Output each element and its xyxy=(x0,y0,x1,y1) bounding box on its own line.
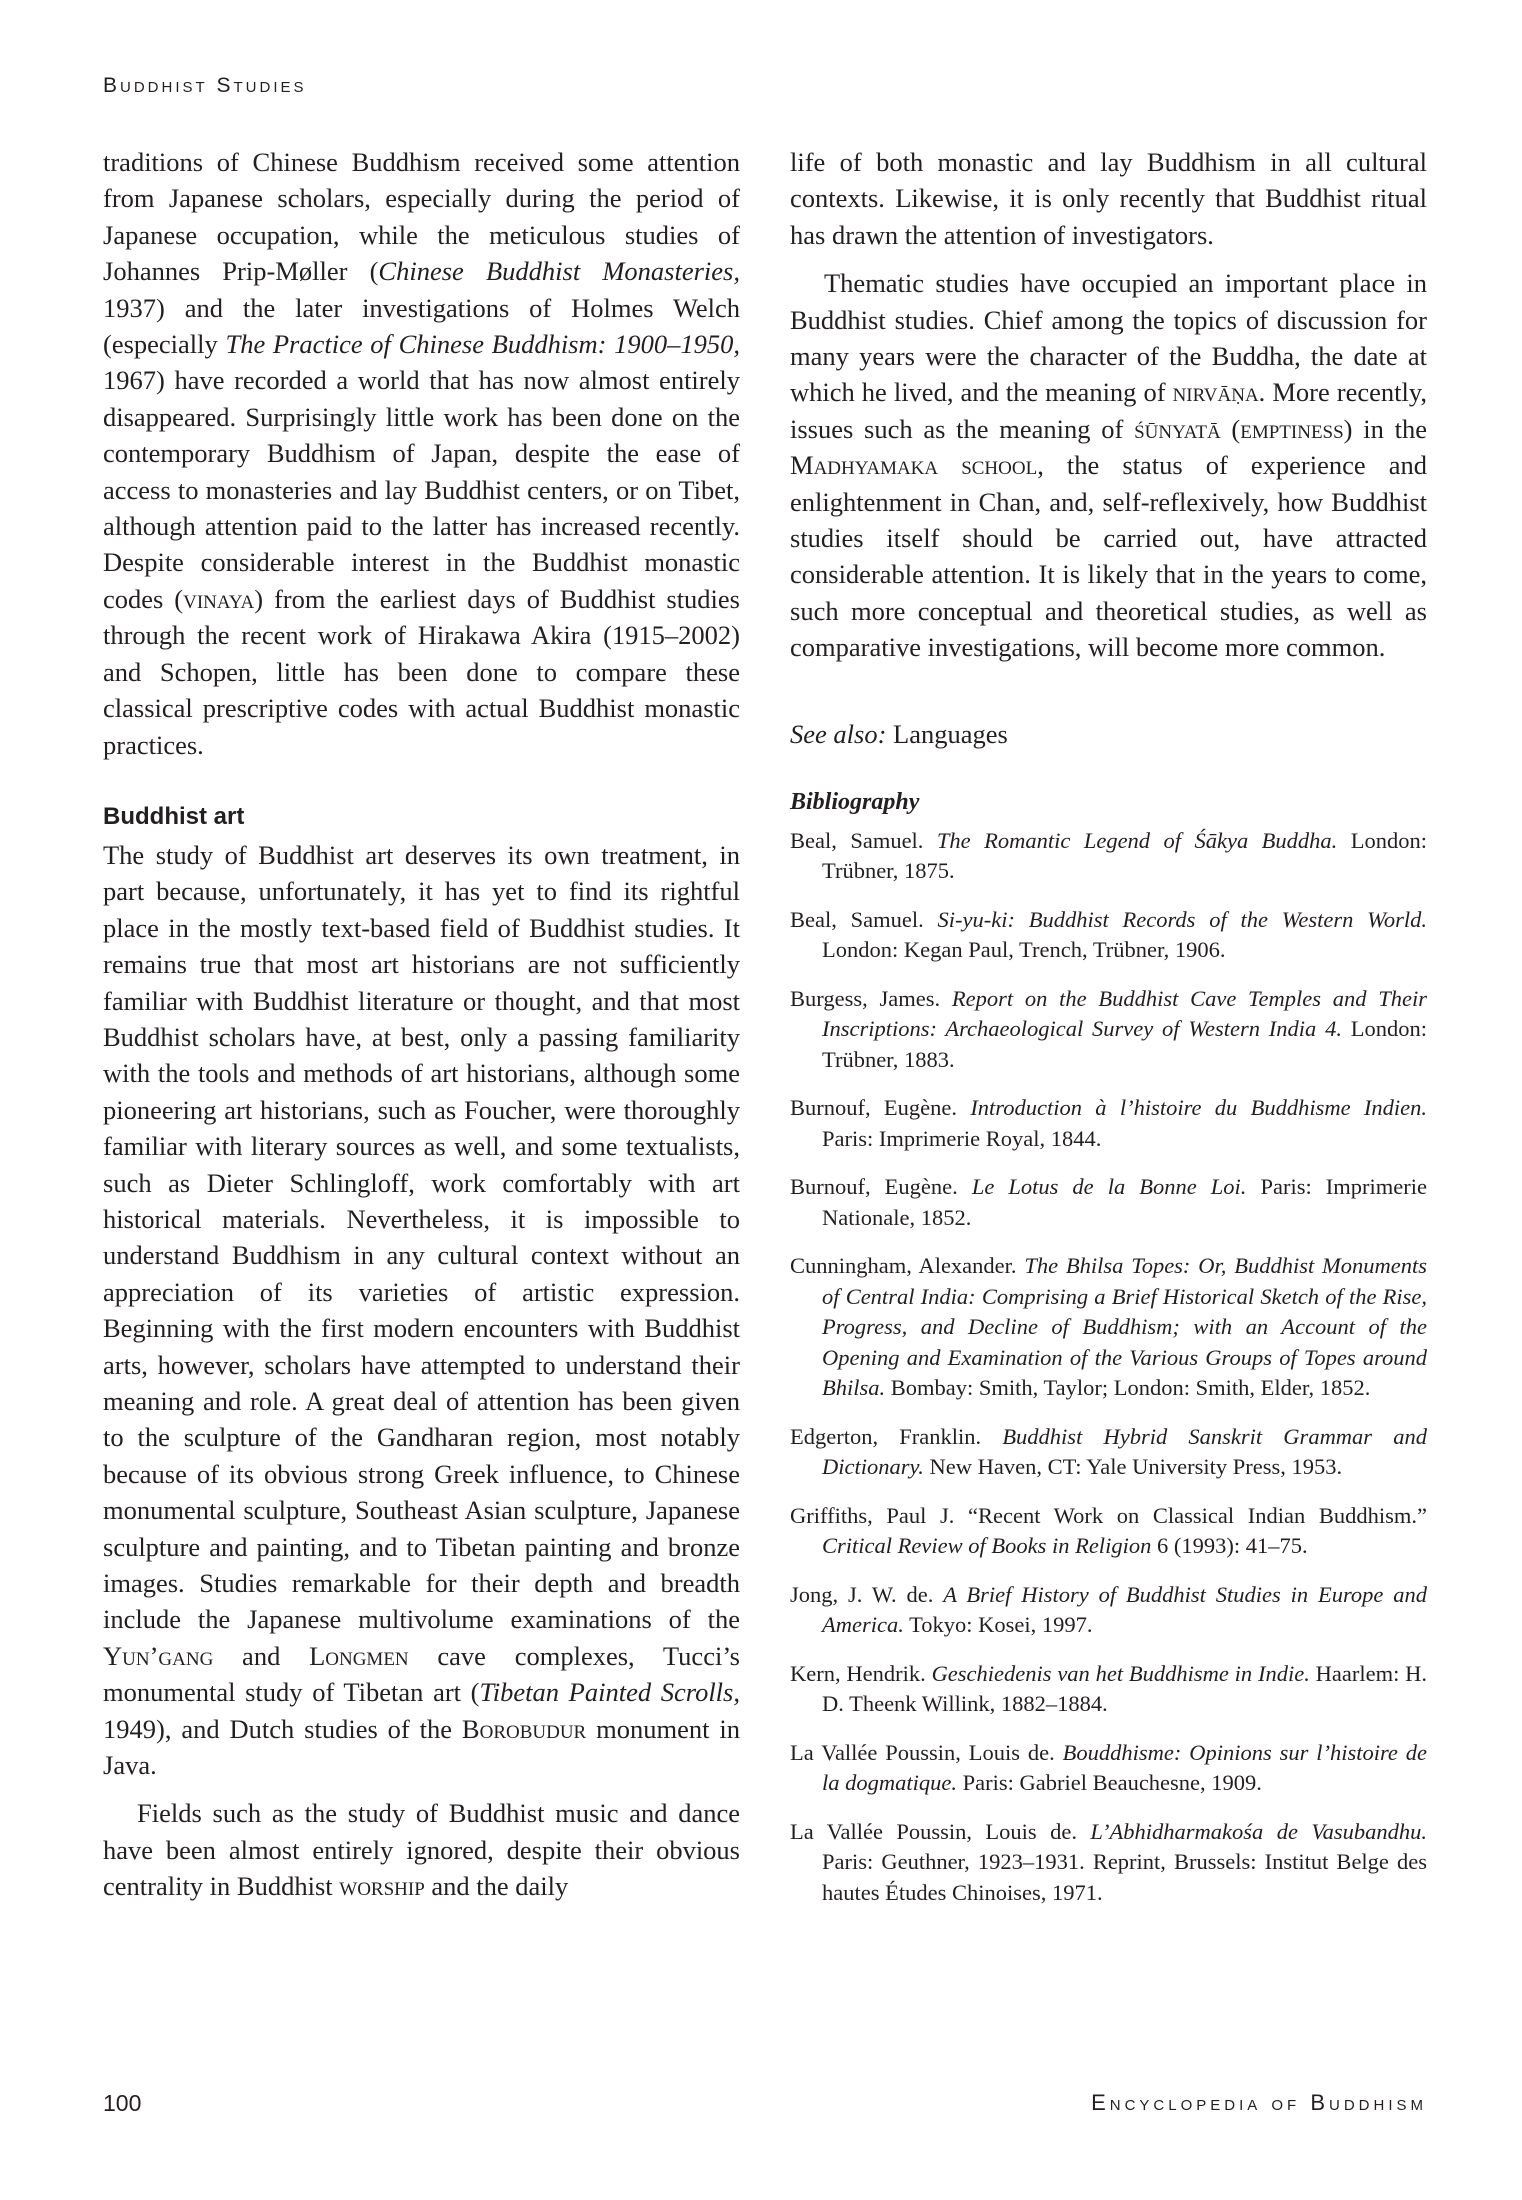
italic-text: Chinese Buddhist Monasteries, xyxy=(378,256,740,287)
bibliography-entry xyxy=(790,1172,1427,1233)
italic-text: Buddhist Hybrid Sanskrit Grammar and Dictionary. xyxy=(822,1423,1427,1480)
text-run: Bombay: Smith, Taylor; London: Smith, Elder, 1852. xyxy=(885,1375,1371,1401)
text-run: Fields such as the study of Buddhist music and dance have been almost entirely ignored, despite their obvious centrality in Buddhist xyxy=(103,1798,740,1902)
text-run: . More recently, issues such as the meaning of xyxy=(790,377,1427,444)
cross-reference: Madhyamaka school xyxy=(790,450,1038,481)
text-run: Beal, Samuel. xyxy=(790,906,938,932)
text-run: The study of Buddhist art deserves its own treatment, in part because, unfortunately, it has yet to find its rightful place in the mostly text-based field of Buddhist studies. It remains true that most art historians are not sufficiently familiar with Buddhist literature or thought, and that most Buddhist scholars have, at best, only a passing familiarity with the tools and methods of art historians, although some pioneering art historians, such as Foucher, were thoroughly familiar with literary sources as well, and some textualists, such as Dieter Schlingloff, work comfortably with art historical materials. Nevertheless, it is impossible to understand Buddhism in any cultural context without an appreciation of its varieties of artistic expression. Beginning with the first modern encounters with Buddhist arts, however, scholars have attempted to understand their meaning and role. A great deal of attention has been given to the sculpture of the Gandharan region, most notably because of its obvious strong Greek influence, to Chinese monumental sculpture, Southeast Asian sculpture, Japanese sculpture and painting, and to Tibetan painting and bronze images. Studies remarkable for their depth and breadth include the Japanese multivolume examinations of the xyxy=(103,839,740,1635)
italic-text: Geschiedenis van het Buddhisme in Indie. xyxy=(931,1660,1310,1686)
text-run: cave complexes, Tucci’s monumental study of Tibetan art ( xyxy=(103,1640,740,1708)
text-run: 1949), and Dutch studies of the xyxy=(103,1713,462,1744)
text-run: La Vallée Poussin, Louis de. xyxy=(790,1739,1063,1765)
see-also xyxy=(790,716,1427,752)
right-column xyxy=(790,144,1427,1908)
text-run: Paris: Imprimerie Nationale, 1852. xyxy=(822,1174,1427,1230)
text-run: Beal, Samuel. xyxy=(790,827,937,853)
cross-reference: worship xyxy=(339,1871,425,1902)
italic-text: Tibetan Painted Scrolls, xyxy=(479,1677,740,1708)
text-run: Paris: Imprimerie Royal, 1844. xyxy=(822,1125,1102,1151)
paragraph xyxy=(790,144,1427,253)
text-run: London: Trübner, 1883. xyxy=(822,1016,1428,1072)
see-also-label: See also: xyxy=(790,718,887,749)
italic-text: The Romantic Legend of Śākya Buddha. xyxy=(936,827,1338,853)
text-run: life of both monastic and lay Buddhism in all cultural contexts. Likewise, it is only recently that Buddhist ritual has drawn the attention of investigators. xyxy=(790,147,1427,250)
italic-text: A Brief History of Buddhist Studies in Europe and America. xyxy=(822,1581,1427,1638)
text-run: and xyxy=(213,1640,310,1671)
text-run: Paris: Gabriel Beauchesne, 1909. xyxy=(957,1770,1262,1796)
paragraph xyxy=(103,837,740,1784)
bibliography-entry xyxy=(790,1251,1427,1404)
cross-reference: Longmen xyxy=(309,1640,409,1671)
italic-text: The Practice of Chinese Buddhism: 1900–1950, xyxy=(225,329,740,360)
bibliography-entry xyxy=(790,984,1427,1076)
bibliography-entry xyxy=(790,1659,1427,1720)
bibliography-entry xyxy=(790,826,1427,887)
bibliography-list xyxy=(790,826,1427,1909)
text-run: Edgerton, Franklin. xyxy=(790,1423,1003,1449)
text-run: 6 (1993): 41–75. xyxy=(1151,1533,1308,1559)
bibliography-entry xyxy=(790,1817,1427,1909)
text-run: 1967) have recorded a world that has now almost entirely disappeared. Surprisingly little work has been done on the contemporary Buddhism of Japan, despite the ease of access to monasteries and lay Buddhist centers, or on Tibet, although attention paid to the latter has increased recently. Despite considerable interest in the Buddhist monastic codes ( xyxy=(103,365,740,614)
cross-reference: Borobudur xyxy=(461,1713,587,1744)
text-run: Burnouf, Eugène. xyxy=(790,1174,972,1200)
text-run: Griffiths, Paul J. “Recent Work on Classical Indian Buddhism.” xyxy=(790,1502,1427,1528)
cross-reference: Yun’gang xyxy=(103,1640,214,1671)
publication-title: Encyclopedia of Buddhism xyxy=(1091,2090,1427,2115)
cross-reference: śūnyatā (emptiness) xyxy=(1134,413,1353,444)
cross-reference: vinaya xyxy=(183,583,255,614)
text-run: La Vallée Poussin, Louis de. xyxy=(790,1818,1091,1844)
paragraph xyxy=(103,144,740,763)
text-run: 1937) and the later investigations of Holmes Welch (especially xyxy=(103,292,740,360)
see-also-link[interactable]: Languages xyxy=(893,718,1008,749)
text-run: London: Kegan Paul, Trench, Trübner, 1906. xyxy=(822,937,1226,963)
paragraph xyxy=(790,265,1427,665)
bibliography-entry xyxy=(790,1580,1427,1641)
bibliography-entry xyxy=(790,905,1427,966)
italic-text: Critical Review of Books in Religion xyxy=(822,1533,1152,1559)
running-head: Buddhist Studies xyxy=(103,74,307,97)
italic-text: The Bhilsa Topes: Or, Buddhist Monuments of Central India: Comprising a Brief Historical Sketch of the Rise, Progress, and Decline of Buddhism; with an Account of the Opening and Examination of the Various Groups of Topes around Bhilsa. xyxy=(822,1253,1428,1401)
left-column xyxy=(103,144,740,1905)
text-run: ) from the earliest days of Buddhist studies through the recent work of Hirakawa Akira (1915–2002) and Schopen, little has been done to compare these classical prescriptive codes with actual Buddhist monastic practices. xyxy=(103,583,740,760)
italic-text: Si-yu-ki: Buddhist Records of the Western World. xyxy=(937,906,1427,932)
bibliography-entry xyxy=(790,1501,1427,1562)
paragraph xyxy=(103,1795,740,1904)
text-run: Burgess, James. xyxy=(790,985,952,1011)
text-run: Burnouf, Eugène. xyxy=(790,1095,971,1121)
italic-text: Report on the Buddhist Cave Temples and Their Inscriptions: Archaeological Survey of Western India 4. xyxy=(822,985,1427,1042)
text-run: traditions of Chinese Buddhism received some attention from Japanese scholars, especially during the period of Japanese occupation, while the meticulous studies of Johannes Prip-Møller ( xyxy=(103,147,740,287)
text-run: London: Trübner, 1875. xyxy=(822,827,1428,884)
text-run: Paris: Geuthner, 1923–1931. Reprint, Brussels: Institut Belge des hautes Études Chinoises, 1971. xyxy=(822,1849,1427,1905)
text-run: Haarlem: H. D. Theenk Willink, 1882–1884. xyxy=(822,1660,1427,1717)
bibliography-entry xyxy=(790,1093,1427,1154)
page-number: 100 xyxy=(103,2090,142,2116)
text-run: Jong, J. W. de. xyxy=(790,1581,944,1607)
text-run: New Haven, CT: Yale University Press, 1953. xyxy=(923,1454,1343,1480)
text-run: in the xyxy=(1352,413,1427,444)
cross-reference: nirvāṇa xyxy=(1172,377,1259,408)
bibliography-heading: Bibliography xyxy=(790,788,920,815)
italic-text: Introduction à l’histoire du Buddhisme Indien. xyxy=(970,1095,1427,1121)
text-run: , the status of experience and enlightenment in Chan, and, self-reflexively, how Buddhist studies itself should be carried out, have attracted considerable attention. It is likely that in the years to come, such more conceptual and theoretical studies, as well as comparative investigations, will become more common. xyxy=(790,450,1427,663)
text-run: Cunningham, Alexander. xyxy=(790,1253,1025,1279)
bibliography-entry xyxy=(790,1422,1427,1483)
section-heading: Buddhist art xyxy=(103,802,245,830)
text-run: Kern, Hendrik. xyxy=(790,1660,932,1686)
text-run: Tokyo: Kosei, 1997. xyxy=(903,1612,1093,1638)
italic-text: L’Abhidharmakośa de Vasubandhu. xyxy=(1090,1818,1427,1844)
italic-text: Le Lotus de la Bonne Loi. xyxy=(971,1174,1247,1200)
text-run: and the daily xyxy=(424,1871,569,1902)
italic-text: Bouddhisme: Opinions sur l’histoire de la dogmatique. xyxy=(822,1739,1427,1796)
text-run: Thematic studies have occupied an important place in Buddhist studies. Chief among the topics of discussion for many years were the character of the Buddha, the date at which he lived, and the meaning of xyxy=(790,268,1427,408)
text-run: monument in Java. xyxy=(103,1713,740,1781)
bibliography-entry xyxy=(790,1738,1427,1799)
